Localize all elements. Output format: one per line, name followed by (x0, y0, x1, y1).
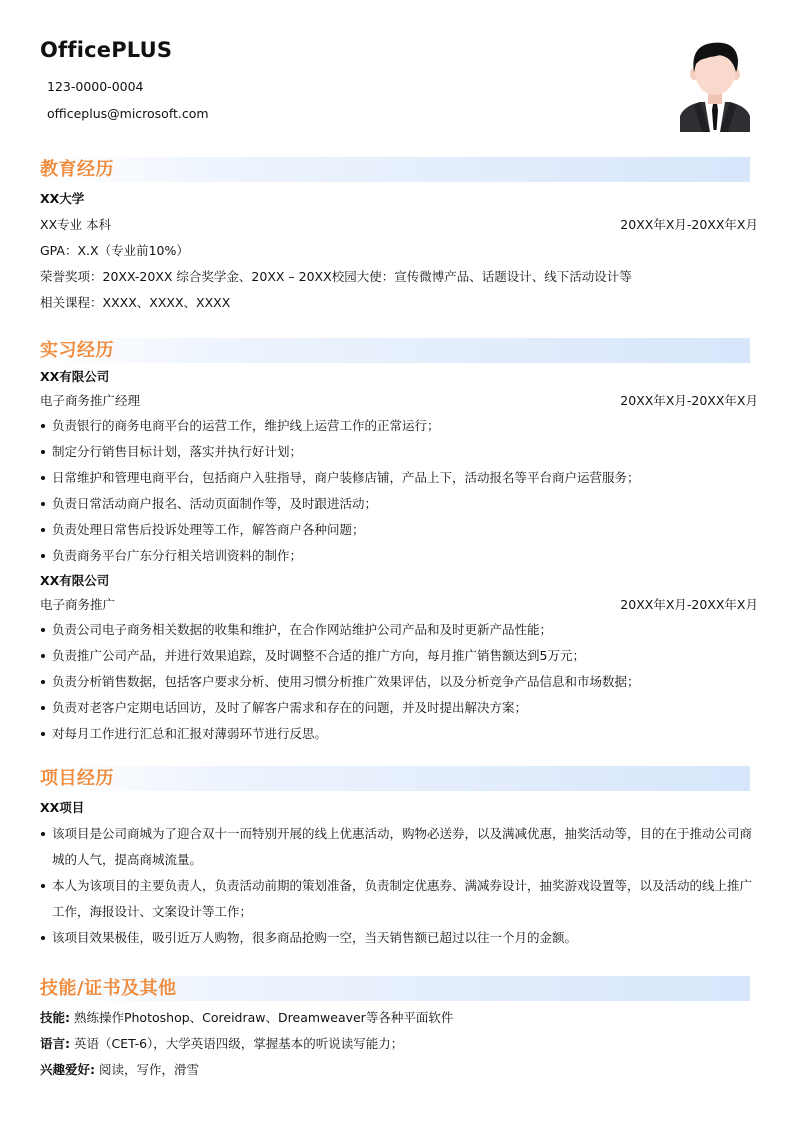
language-text: 英语（CET-6），大学英语四级，掌握基本的听说读写能力； (70, 1036, 404, 1051)
job-date: 20XX年X月-20XX年X月 (620, 597, 758, 612)
courses: 相关课程：XXXX、XXXX、XXXX (40, 295, 231, 310)
skills-title: 技能/证书及其他 (40, 978, 177, 999)
major-row (40, 212, 758, 238)
list-item: 负责处理日常售后投诉处理等工作，解答商户各种问题； (40, 517, 758, 543)
avatar-photo (680, 38, 750, 132)
major: XX专业 本科 (40, 217, 112, 232)
list-item: 制定分行销售目标计划，落实并执行好计划； (40, 439, 758, 465)
list-item: 负责推广公司产品，并进行效果追踪，及时调整不合适的推广方向，每月推广销售额达到5万元； (40, 643, 758, 669)
education-section (40, 157, 758, 316)
school-name: XX大学 (40, 191, 85, 206)
job-role: 电子商务推广 (40, 597, 116, 612)
email-address: officeplus@microsoft.com (47, 106, 209, 121)
person-name: OfficePLUS (40, 38, 173, 62)
skill-row (40, 1005, 758, 1031)
project-section (40, 766, 758, 951)
phone-number: 123-0000-0004 (47, 79, 144, 94)
skills-section (40, 976, 758, 1083)
internship-title: 实习经历 (40, 340, 114, 361)
hobby-row (40, 1057, 758, 1083)
language-row (40, 1031, 758, 1057)
job-date: 20XX年X月-20XX年X月 (620, 393, 758, 408)
education-title: 教育经历 (40, 159, 114, 180)
language-label: 语言: (40, 1036, 70, 1051)
list-item: 本人为该项目的主要负责人，负责活动前期的策划准备，负责制定优惠券、满减券设计，抽奖游戏设置等，以及活动的线上推广工作，海报设计、文案设计等工作； (40, 873, 758, 925)
education-date: 20XX年X月-20XX年X月 (620, 217, 758, 232)
list-item: 负责银行的商务电商平台的运营工作，维护线上运营工作的正常运行； (40, 413, 758, 439)
job-role: 电子商务推广经理 (40, 393, 141, 408)
hobby-label: 兴趣爱好: (40, 1062, 95, 1077)
resume-header (0, 0, 800, 150)
internship-section (40, 338, 758, 747)
job-role-row (40, 593, 758, 617)
list-item: 负责日常活动商户报名、活动页面制作等，及时跟进活动； (40, 491, 758, 517)
list-item: 负责对老客户定期电话回访，及时了解客户需求和存在的问题，并及时提出解决方案； (40, 695, 758, 721)
skills-header (40, 976, 750, 1001)
internship-header (40, 338, 750, 363)
job-role-row (40, 389, 758, 413)
list-item: 该项目效果极佳，吸引近万人购物，很多商品抢购一空，当天销售额已超过以往一个月的金额。 (40, 925, 758, 951)
project-name: XX项目 (40, 800, 85, 815)
hobby-text: 阅读，写作，滑雪 (95, 1062, 199, 1077)
honors: 荣誉奖项：20XX-20XX 综合奖学金、20XX – 20XX校园大使：宣传微博产品、话题设计、线下活动设计等 (40, 269, 632, 284)
project-header (40, 766, 750, 791)
project-title: 项目经历 (40, 768, 114, 789)
list-item: 负责商务平台广东分行相关培训资料的制作； (40, 543, 758, 569)
skill-label: 技能: (40, 1010, 70, 1025)
company-name: XX有限公司 (40, 369, 110, 384)
skill-text: 熟练操作Photoshop、Coreidraw、Dreamweaver等各种平面软件 (70, 1010, 454, 1025)
list-item: 对每月工作进行汇总和汇报对薄弱环节进行反思。 (40, 721, 758, 747)
company-name: XX有限公司 (40, 573, 110, 588)
list-item: 负责分析销售数据，包括客户要求分析、使用习惯分析推广效果评估，以及分析竞争产品信息和市场数据； (40, 669, 758, 695)
list-item: 负责公司电子商务相关数据的收集和维护，在合作网站维护公司产品和及时更新产品性能； (40, 617, 758, 643)
education-header (40, 157, 750, 182)
gpa: GPA：X.X（专业前10%） (40, 243, 189, 258)
list-item: 该项目是公司商城为了迎合双十一而特别开展的线上优惠活动，购物必送券，以及满减优惠，抽奖活动等，目的在于推动公司商城的人气，提高商城流量。 (40, 821, 758, 873)
list-item: 日常维护和管理电商平台，包括商户入驻指导，商户装修店铺，产品上下，活动报名等平台商户运营服务； (40, 465, 758, 491)
